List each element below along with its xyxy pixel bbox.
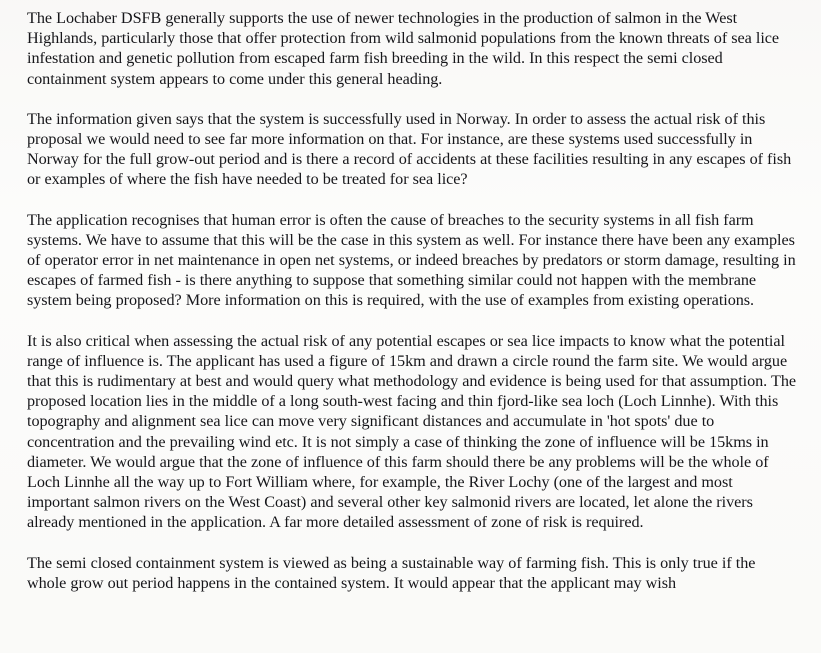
paragraph-3: The application recognises that human error is often the cause of breaches to the security systems in all fish farm systems. We have to assume that this will be the case in this system as well. For instance there have been any examples of operator error in net maintenance in open net systems, or indeed breaches by predators or storm damage, resulting in escapes of farmed fish - is there anything to suppose that something similar could not happen with the membrane system being proposed? More information on this is required, with the use of examples from existing operations. — [27, 210, 796, 310]
paragraph-2: The information given says that the system is successfully used in Norway. In order to assess the actual risk of this proposal we would need to see far more information on that. For instance, are these systems used successfully in Norway for the full grow-out period and is there a record of accidents at these facilities resulting in any escapes of fish or examples of where the fish have needed to be treated for sea lice? — [27, 109, 792, 189]
paragraph-4: It is also critical when assessing the actual risk of any potential escapes or sea lice impacts to know what the potential range of influence is. The applicant has used a figure of 15km and drawn a circle round the farm site. We would argue that this is rudimentary at best and would query what methodology and evidence is being used for that assumption. The proposed location lies in the middle of a long south-west facing and thin fjord-like sea loch (Loch Linnhe). With this topography and alignment sea lice can move very significant distances and accumulate in 'hot spots' due to concentration and the prevailing wind etc. It is not simply a case of thinking the zone of influence will be 15kms in diameter. We would argue that the zone of influence of this farm should there be any problems will be the whole of Loch Linnhe all the way up to Fort William where, for example, the River Lochy (one of the largest and most important salmon rivers on the West Coast) and several other key salmonid rivers are located, let alone the rivers already mentioned in the application. A far more detailed assessment of zone of risk is required. — [27, 331, 796, 532]
paragraph-5: The semi closed containment system is viewed as being a sustainable way of farming fish. This is only true if the whole grow out period happens in the contained system. It would appear that the applicant may wish — [27, 553, 756, 592]
paragraph-1: The Lochaber DSFB generally supports the use of newer technologies in the production of salmon in the West Highlands, particularly those that offer protection from wild salmonid populations from the known threats of sea lice infestation and genetic pollution from escaped farm fish breeding in the wild. In this respect the semi closed containment system appears to come under this general heading. — [27, 9, 780, 88]
document-text-body — [27, 8, 797, 593]
